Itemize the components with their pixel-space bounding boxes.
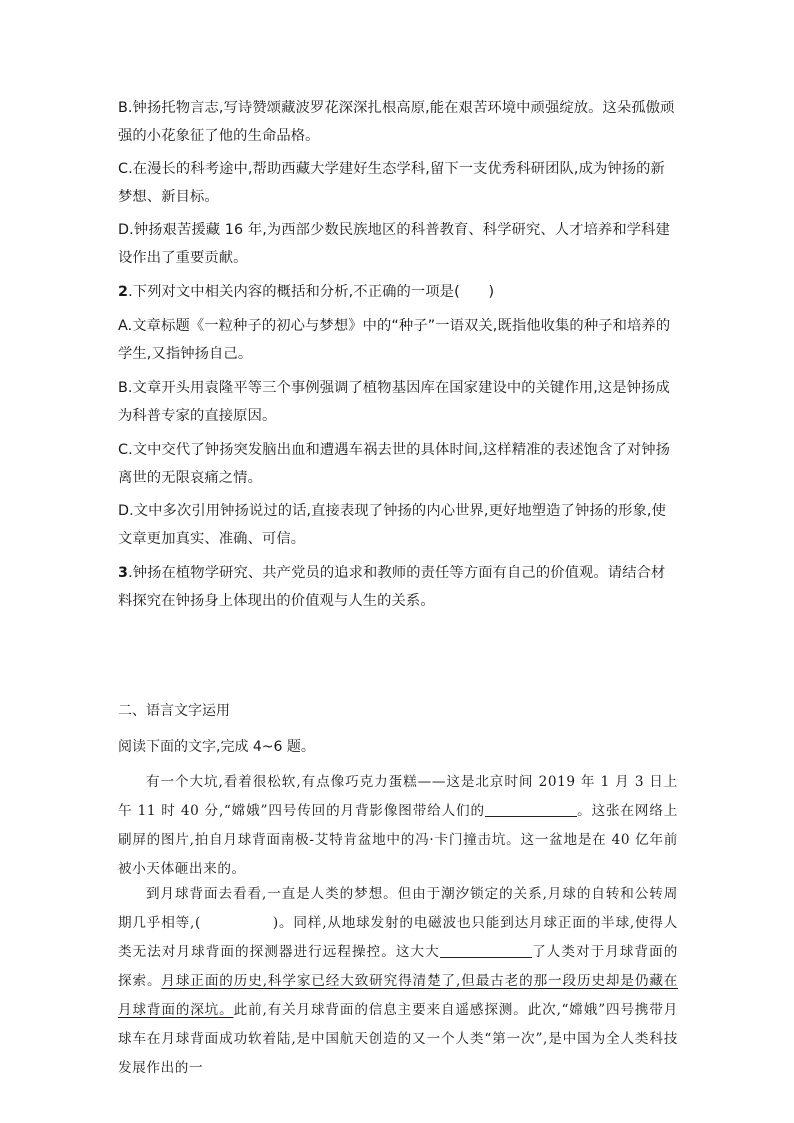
q1-option-c: C.在漫长的科考途中,帮助西藏大学建好生态学科,留下一支优秀科研团队,成为钟扬的新梦想、新目标。 [118,161,665,205]
q1-option-d: D.钟扬艰苦援藏 16 年,为西部少数民族地区的科普教育、科学研究、人才培养和学科建设作出了重要贡献。 [118,222,670,266]
passage-p1-text-a: 有一个大坑,看着很松软,有点像巧克力蛋糕——这是北京时间 2019 年 1 月 3 日上午 11 时 40 分,“嫦娥”四号传回的月背影像图带给人们的 [118,774,678,819]
q1-option-b: B.钟扬托物言志,写诗赞颂藏波罗花深深扎根高原,能在艰苦环境中顽强绽放。这朵孤傲顽强的小花象征了他的生命品格。 [118,100,675,144]
passage-paragraph-1 [118,768,678,884]
q3-number: 3 [118,565,129,581]
passage-p2-text-d: 此前,有关月球背面的信息主要来自遥感探测。此次,“嫦娥”四号携带月球车在月球背面成功软着陆,是中国航天创造的又一个人类“第一次”,是中国为全人类科技发展作出的一 [118,1002,678,1076]
underlined-sentence: 月球正面的历史,科学家已经大致研究得清楚了,但最古老的那一段历史却是仍藏在月球背面的深坑。 [118,973,678,1018]
section-instruction: 阅读下面的文字,完成 4~6 题。 [118,739,315,755]
q2-stem [118,279,678,307]
q2-option-a: A.文章标题《一粒种子的初心与梦想》中的“种子”一语双关,既指他收集的种子和培养的学生,又指钟扬自己。 [118,318,671,362]
q2-number: 2 [118,284,129,300]
passage-p2-text-c: 了人类对于月球背面的探索。 [118,944,678,989]
q2-option-d: D.文中多次引用钟扬说过的话,直接表现了钟扬的内心世界,更好地塑造了钟扬的形象,使文章更加真实、准确、可信。 [118,503,666,547]
passage-paragraph-2 [118,880,678,1083]
section-title: 二、语言文字运用 [118,703,230,719]
passage-p2-text-a: 到月球背面去看看,一直是人类的梦想。但由于潮汐锁定的关系,月球的自转和公转周期几乎相等,( [118,886,678,931]
q3-stem [118,560,678,615]
fill-blank-1[interactable] [485,802,577,817]
q3-stem-text: .钟扬在植物学研究、共产党员的追求和教师的责任等方面有自己的价值观。请结合材料探究在钟扬身上体现出的价值观与人生的关系。 [118,565,666,609]
fill-blank-3[interactable] [440,943,532,958]
q2-option-c: C.文中交代了钟扬突发脑出血和遭遇车祸去世的具体时间,这样精准的表述饱含了对钟扬离世的无限哀痛之情。 [118,442,671,486]
passage-p1-text-b: 。这张在网络上刷屏的图片,拍自月球背面南极-艾特肯盆地中的冯·卡门撞击坑。这一盆地是在 40 亿年前被小天体砸出来的。 [118,803,679,877]
q2-option-b: B.文章开头用袁隆平等三个事例强调了植物基因库在国家建设中的关键作用,这是钟扬成为科普专家的直接原因。 [118,380,670,424]
passage-p2-text-b: )。同样,从地球发射的电磁波也只能到达月球正面的半球,使得人类无法对月球背面的探测器进行远程操控。这大大 [118,915,678,960]
q2-stem-text: .下列对文中相关内容的概括和分析,不正确的一项是( ) [128,284,495,300]
